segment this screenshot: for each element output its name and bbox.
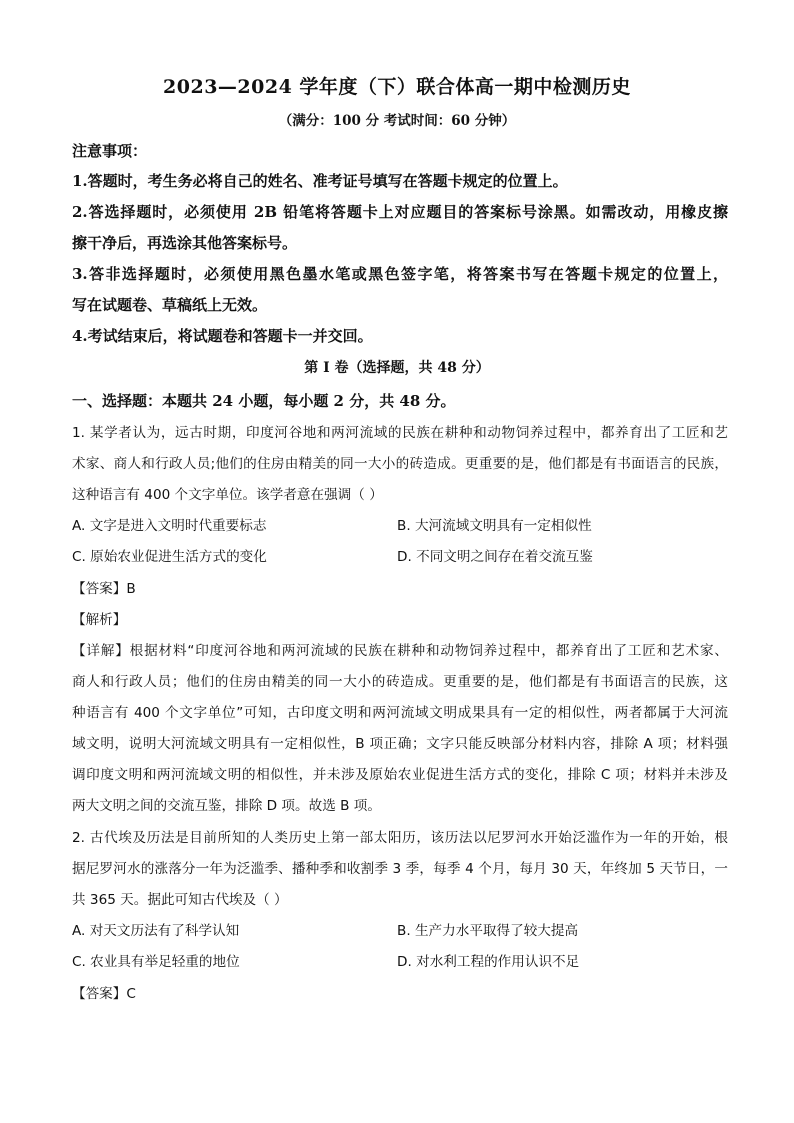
question-1-option-c: C. 原始农业促进生活方式的变化 <box>72 549 267 565</box>
notice-line: 2.答选择题时，必须使用 2B 铅笔将答题卡上对应题目的答案标号涂黑。如需改动，用橡皮擦 <box>72 203 728 221</box>
question-1-detail-line: 种语言有 400 个文字单位”可知，古印度文明和两河流域文明成果具有一定的相似性，两者都属于大河流 <box>72 705 728 721</box>
notice-line: 3.答非选择题时，必须使用黑色墨水笔或黑色签字笔，将答案书写在答题卡规定的位置上， <box>72 265 728 283</box>
question-1-detail-line: 【详解】根据材料“印度河谷地和两河流域的民族在耕种和动物饲养过程中，都养育出了工匠和艺术家、 <box>72 643 728 659</box>
question-1-stem-line: 这种语言有 400 个文字单位。该学者意在强调（ ） <box>72 487 383 503</box>
question-2-option-a: A. 对天文历法有了科学认知 <box>72 923 240 939</box>
exam-title: 2023—2024 学年度（下）联合体高一期中检测历史 <box>163 76 631 98</box>
question-1-option-d: D. 不同文明之间存在着交流互鉴 <box>397 549 593 565</box>
volume-title: 第 I 卷（选择题，共 48 分） <box>304 360 490 376</box>
notice-heading: 注意事项： <box>72 142 148 160</box>
question-1-stem-line: 术家、商人和行政人员;他们的住房由精美的同一大小的砖造成。更重要的是，他们都是有书面语言的民族， <box>72 456 728 472</box>
question-1-detail-line: 域文明，说明大河流域文明具有一定相似性，B 项正确；文字只能反映部分材料内容，排除 A 项；材料强 <box>72 736 728 752</box>
question-1-detail-line: 商人和行政人员；他们的住房由精美的同一大小的砖造成。更重要的是，他们都是有书面语言的民族，这 <box>72 674 728 690</box>
question-2-stem-line: 共 365 天。据此可知古代埃及（ ） <box>72 892 288 908</box>
question-2-stem-line: 据尼罗河水的涨落分一年为泛滥季、播种季和收割季 3 季，每季 4 个月，每月 30 天，年终加 5 天节日，一 <box>72 861 728 877</box>
question-1-answer: 【答案】B <box>72 581 136 597</box>
question-1-analysis-label: 【解析】 <box>72 612 127 628</box>
exam-subtitle: （满分：100 分 考试时间：60 分钟） <box>278 113 516 129</box>
question-2-stem-line: 2. 古代埃及历法是目前所知的人类历史上第一部太阳历，该历法以尼罗河水开始泛滥作为一年的开始，根 <box>72 830 728 846</box>
notice-line: 4.考试结束后，将试题卷和答题卡一并交回。 <box>72 327 373 345</box>
question-2-option-c: C. 农业具有举足轻重的地位 <box>72 954 240 970</box>
notice-line: 1.答题时，考生务必将自己的姓名、准考证号填写在答题卡规定的位置上。 <box>72 172 568 190</box>
question-1-option-a: A. 文字是进入文明时代重要标志 <box>72 518 267 534</box>
notice-line: 擦干净后，再选涂其他答案标号。 <box>72 234 298 252</box>
notice-line: 写在试题卷、草稿纸上无效。 <box>72 296 268 314</box>
question-1-stem-line: 1. 某学者认为，远古时期，印度河谷地和两河流域的民族在耕种和动物饲养过程中，都养育出了工匠和艺 <box>72 425 728 441</box>
question-1-detail-line: 两大文明之间的交流互鉴，排除 D 项。故选 B 项。 <box>72 798 381 814</box>
question-2-answer: 【答案】C <box>72 986 136 1002</box>
part-title: 一、选择题：本题共 24 小题，每小题 2 分，共 48 分。 <box>72 392 456 410</box>
question-2-option-b: B. 生产力水平取得了较大提高 <box>397 923 579 939</box>
question-1-detail-line: 调印度文明和两河流域文明的相似性，并未涉及原始农业促进生活方式的变化，排除 C 项；材料并未涉及 <box>72 767 728 783</box>
question-1-option-b: B. 大河流域文明具有一定相似性 <box>397 518 592 534</box>
question-2-option-d: D. 对水利工程的作用认识不足 <box>397 954 580 970</box>
